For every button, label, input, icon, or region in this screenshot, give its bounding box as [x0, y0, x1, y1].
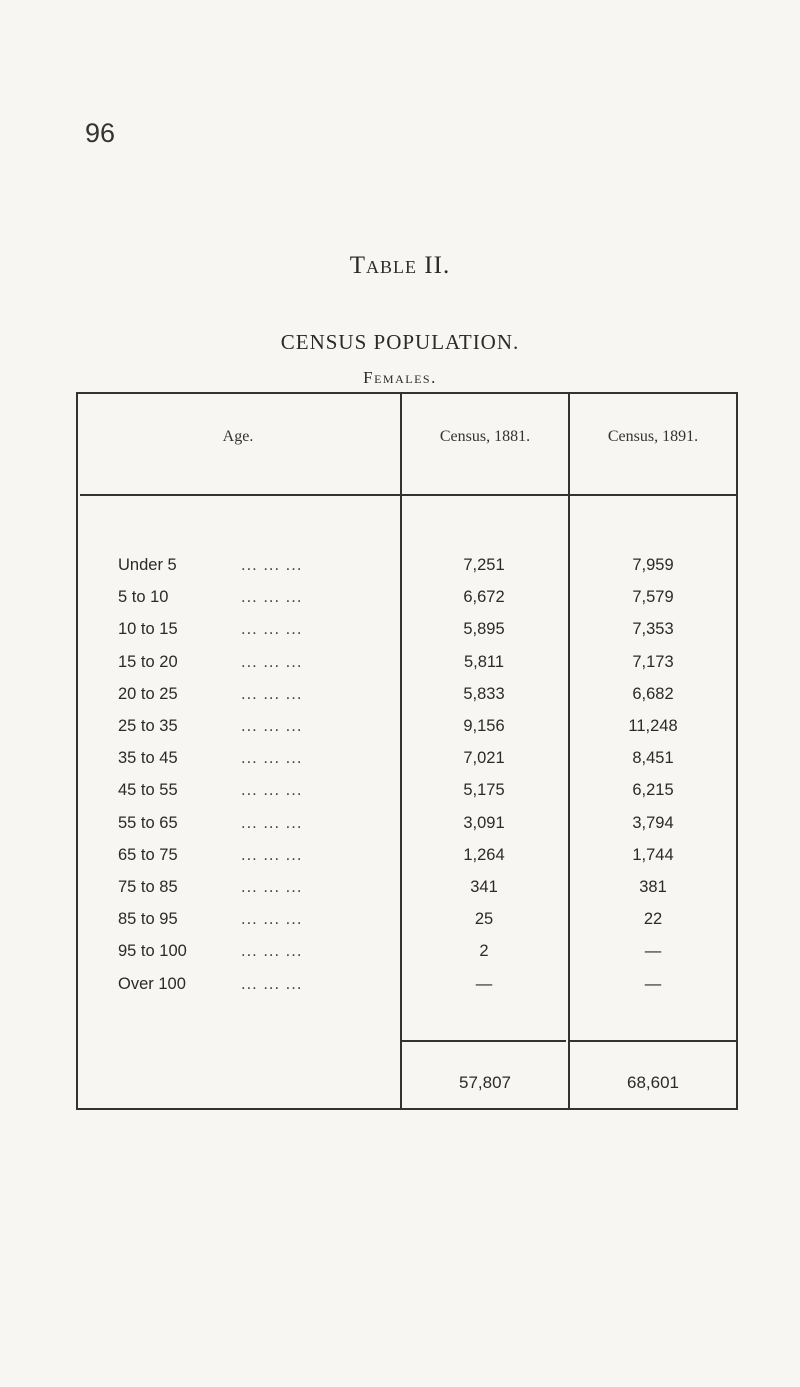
- dot-leader: ... ... ...: [241, 684, 303, 703]
- age-cell: 25 to 35: [118, 717, 178, 735]
- table-row: [76, 910, 738, 942]
- census-1881-cell: 5,895: [463, 620, 505, 639]
- age-cell: 10 to 15: [118, 620, 178, 639]
- dot-leader: ... ... ...: [241, 556, 303, 574]
- census-1881-cell: 5,175: [463, 781, 505, 800]
- age-cell: 20 to 25: [118, 684, 178, 703]
- dot-leader: ... ... ...: [241, 910, 303, 929]
- census-1881-cell: 341: [470, 878, 498, 896]
- dot-leader: ... ... ...: [241, 942, 303, 961]
- header-census-1881: Census, 1881.: [439, 428, 531, 445]
- census-1891-cell: 7,173: [632, 652, 674, 671]
- table-title: CENSUS POPULATION.: [280, 330, 520, 354]
- top-rule: [76, 392, 738, 394]
- census-1891-cell: 8,451: [632, 749, 674, 768]
- census-1881-cell: 7,021: [463, 749, 505, 768]
- census-1891-cell: 1,744: [632, 845, 674, 864]
- age-cell: 35 to 45: [118, 749, 178, 768]
- census-1891-cell: 7,353: [632, 620, 674, 639]
- table-row: [76, 878, 738, 910]
- dot-leader: ... ... ...: [241, 652, 303, 671]
- table-row: [76, 717, 738, 749]
- dot-leader: ... ... ...: [241, 717, 303, 735]
- total-1881: 57,807: [459, 1073, 511, 1092]
- dot-leader: ... ... ...: [241, 588, 303, 607]
- totals-rule-1881: [402, 1040, 566, 1042]
- dot-leader: ... ... ...: [241, 845, 303, 864]
- census-1891-cell: —: [644, 974, 662, 993]
- table-subtitle: Females.: [363, 368, 437, 387]
- table-row: [76, 556, 738, 588]
- table-row: [76, 846, 738, 878]
- age-cell: Over 100: [118, 974, 186, 993]
- census-1891-cell: 22: [643, 910, 663, 929]
- table-row: [76, 749, 738, 781]
- census-1891-cell: 6,682: [632, 684, 674, 703]
- total-1891: 68,601: [627, 1073, 679, 1092]
- census-1891-cell: 6,215: [632, 781, 674, 800]
- census-1881-cell: 6,672: [463, 588, 505, 607]
- census-1891-cell: 381: [639, 878, 667, 896]
- census-1881-cell: 9,156: [463, 717, 505, 735]
- table-row: [76, 588, 738, 620]
- dot-leader: ... ... ...: [241, 620, 303, 639]
- census-1881-cell: 25: [474, 910, 494, 929]
- header-rule: [80, 494, 736, 496]
- table-label: Table II.: [349, 252, 451, 279]
- age-cell: 95 to 100: [118, 942, 187, 961]
- table-row: [76, 975, 738, 1007]
- age-cell: 45 to 55: [118, 781, 178, 800]
- census-1881-cell: 5,833: [463, 684, 505, 703]
- dot-leader: ... ... ...: [241, 781, 303, 800]
- age-cell: 75 to 85: [118, 878, 178, 896]
- table-row: [76, 685, 738, 717]
- age-cell: 5 to 10: [118, 588, 169, 607]
- dot-leader: ... ... ...: [241, 813, 303, 832]
- age-cell: Under 5: [118, 556, 177, 574]
- dot-leader: ... ... ...: [241, 974, 303, 993]
- census-1891-cell: 3,794: [632, 813, 674, 832]
- dot-leader: ... ... ...: [241, 878, 303, 896]
- table-row: [76, 620, 738, 652]
- bottom-rule: [76, 1108, 738, 1110]
- page-number: 96: [85, 118, 116, 148]
- census-1881-cell: —: [475, 974, 493, 993]
- age-cell: 85 to 95: [118, 910, 178, 929]
- totals-rule-1891: [570, 1040, 736, 1042]
- header-census-1891: Census, 1891.: [607, 428, 699, 445]
- table-row: [76, 942, 738, 974]
- census-1891-cell: 7,579: [632, 588, 674, 607]
- census-1891-cell: 7,959: [632, 556, 674, 574]
- table-row: [76, 653, 738, 685]
- census-1881-cell: 7,251: [463, 556, 505, 574]
- age-cell: 65 to 75: [118, 845, 178, 864]
- census-1881-cell: 2: [479, 942, 489, 961]
- census-1881-cell: 5,811: [463, 652, 505, 671]
- census-1881-cell: 1,264: [463, 845, 505, 864]
- header-age: Age.: [222, 428, 254, 445]
- age-cell: 55 to 65: [118, 813, 178, 832]
- census-1891-cell: —: [644, 942, 662, 961]
- table-row: [76, 781, 738, 813]
- census-1891-cell: 11,248: [628, 717, 678, 735]
- census-1881-cell: 3,091: [463, 813, 505, 832]
- table-row: [76, 814, 738, 846]
- age-cell: 15 to 20: [118, 652, 178, 671]
- dot-leader: ... ... ...: [241, 749, 303, 768]
